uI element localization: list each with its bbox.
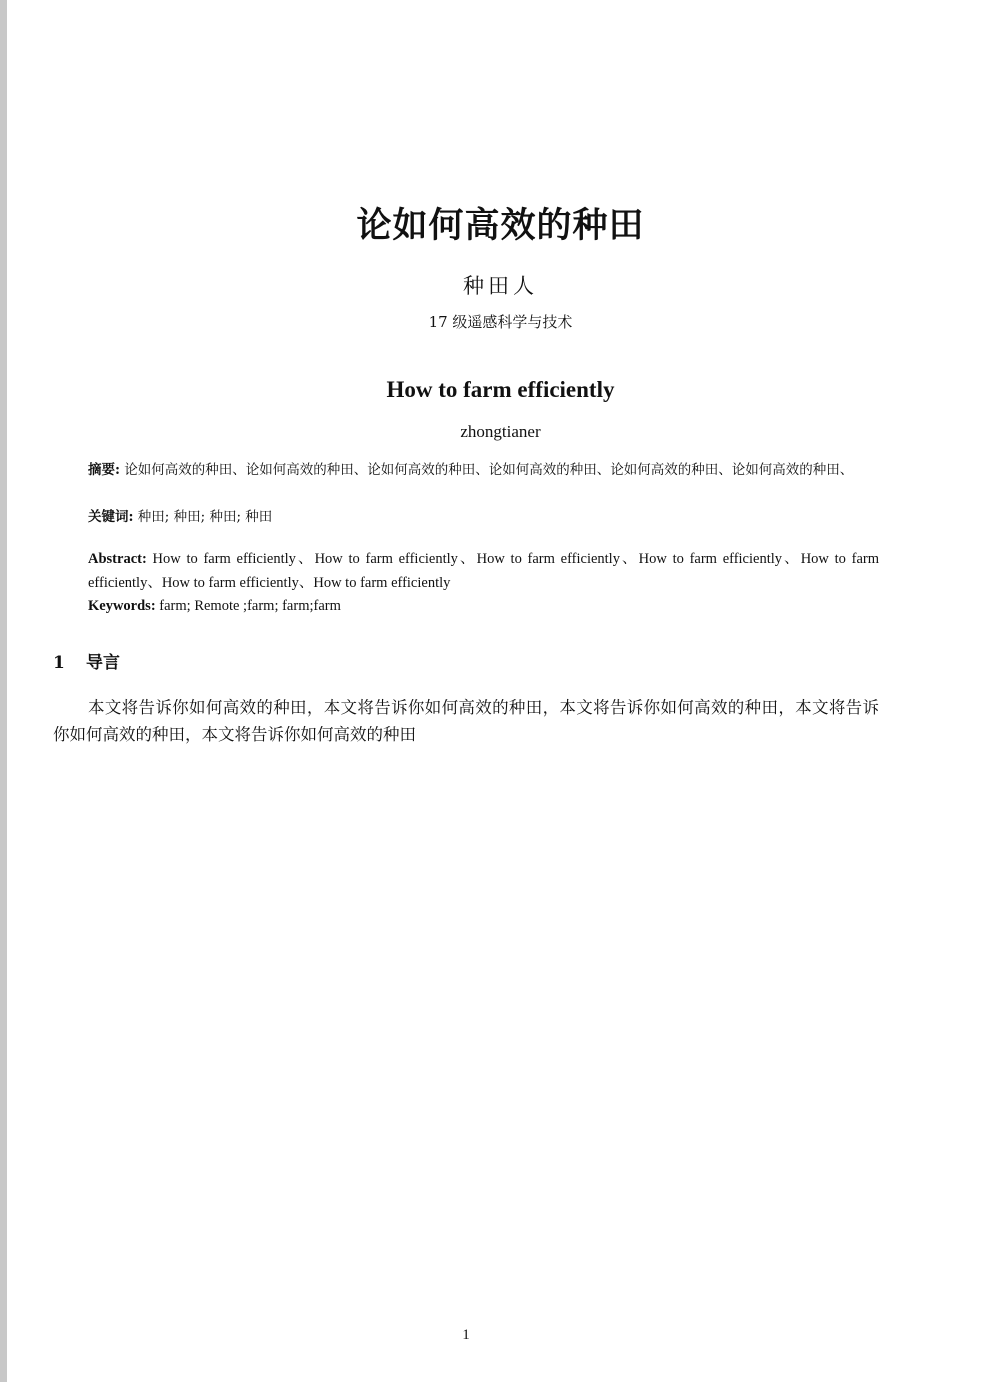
keywords-english (88, 595, 879, 619)
author-chinese: 种田人 (463, 274, 538, 298)
keywords-chinese (88, 506, 879, 530)
viewer-left-border (0, 0, 7, 1382)
page-number: 1 (462, 1327, 470, 1343)
keywords-chinese-label: 关键词: (88, 509, 134, 525)
author-affiliation: 17 级遥感科学与技术 (428, 313, 573, 331)
section-title: 导言 (86, 653, 120, 673)
title-chinese: 论如何高效的种田 (356, 205, 645, 246)
abstract-english-label: Abstract: (88, 551, 147, 567)
keywords-english-label: Keywords: (88, 598, 156, 614)
section-body-paragraph: 本文将告诉你如何高效的种田，本文将告诉你如何高效的种田，本文将告诉你如何高效的种田，本文将告诉你如何高效的种田，本文将告诉你如何高效的种田 (53, 698, 879, 744)
abstract-english-text: How to farm efficiently、How to farm efficiently、How to farm efficiently、How to farm efficiently、How to farm efficiently、How to farm efficiently、How to farm efficiently (88, 551, 880, 591)
section-number: 1 (53, 653, 65, 673)
abstract-chinese-label: 摘要: (88, 462, 120, 478)
author-english: zhongtianer (460, 422, 541, 441)
abstract-chinese (88, 459, 879, 483)
keywords-english-text: farm; Remote ;farm; farm;farm (159, 598, 341, 614)
section-heading-introduction (53, 650, 120, 676)
title-english: How to farm efficiently (386, 377, 615, 402)
document-page (7, 0, 994, 1382)
keywords-chinese-text: 种田; 种田; 种田; 种田 (137, 509, 273, 525)
abstract-english (88, 548, 879, 595)
abstract-chinese-text: 论如何高效的种田、论如何高效的种田、论如何高效的种田、论如何高效的种田、论如何高效的种田、论如何高效的种田、 (124, 462, 854, 478)
